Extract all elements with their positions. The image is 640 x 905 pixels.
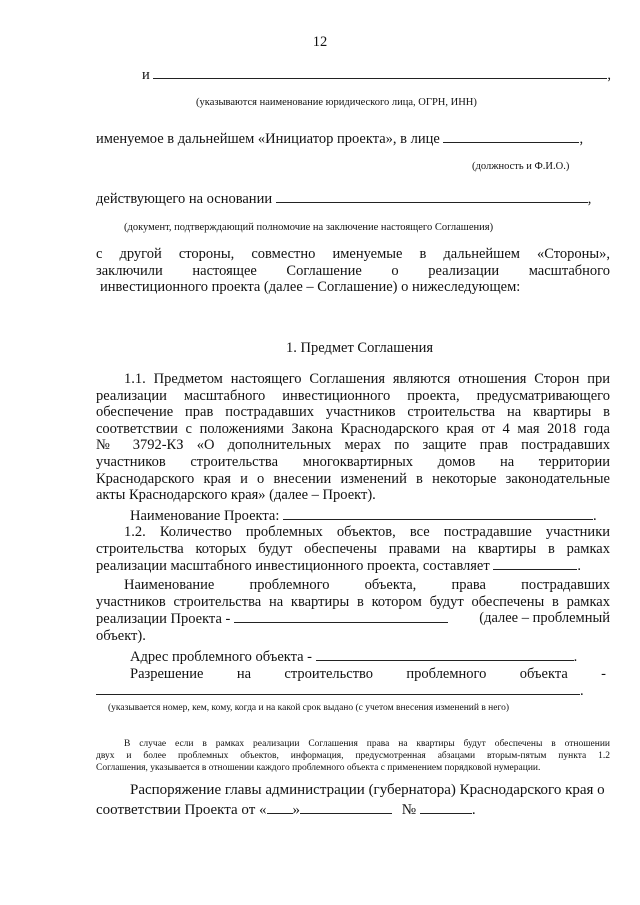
preamble-line: инвестиционного проекта (далее – Соглашение) о нижеследующем:	[100, 279, 521, 296]
basis-line	[96, 190, 591, 207]
permit-caption: (указывается номер, кем, кому, когда и на какой срок выдано (с учетом внесения изменений в него)	[108, 703, 510, 713]
basis-caption: (документ, подтверждающий полномочие на заключение настоящего Соглашения)	[124, 222, 494, 233]
project-name-label: Наименование Проекта:	[130, 508, 280, 524]
permit-field-line	[96, 682, 584, 699]
initiator-person-field[interactable]	[443, 130, 579, 143]
clause-line: № 3792-КЗ «О дополнительных мерах по защите прав пострадавших	[96, 437, 610, 454]
clause-line-text: реализации масштабного инвестиционного проекта, составляет	[96, 558, 490, 575]
clause-line: участников строительства многоквартирных домов на территории	[96, 453, 610, 470]
clause-line: строительства которых будут обеспечены правами на квартиры в рамках	[96, 540, 610, 557]
party2-suffix: ,	[607, 67, 612, 83]
order-date-prefix: соответствии Проекта от «	[96, 802, 267, 818]
order-number-label: №	[401, 802, 417, 818]
clause-line: 1.1. Предметом настоящего Соглашения являются отношения Сторон при	[124, 371, 610, 387]
problem-object-paragraph	[96, 577, 610, 644]
order-suffix: .	[471, 802, 476, 818]
clause-line: объект).	[96, 627, 146, 644]
footnote-line: двух и более проблемных объектов, информация, предусмотренная абзацами вторым-пятым пункта 1.2	[96, 751, 610, 761]
section-title: 1. Предмет Соглашения	[286, 340, 434, 356]
clause-line: 1.2. Количество проблемных объектов, все пострадавшие участники	[124, 524, 610, 540]
project-name-field[interactable]	[283, 507, 593, 520]
party2-name-field[interactable]	[153, 66, 607, 79]
clause-line: акты Краснодарского края» (далее – Проект).	[96, 487, 376, 504]
clause-line	[96, 557, 610, 575]
preamble-paragraph	[96, 246, 610, 296]
permit-field[interactable]	[96, 682, 580, 695]
address-suffix: .	[573, 649, 578, 665]
clause-line	[96, 610, 610, 628]
problem-object-name-field[interactable]	[234, 610, 448, 623]
permit-suffix: .	[580, 683, 584, 699]
project-name-suffix: .	[593, 508, 597, 524]
clause-line-suffix: .	[577, 558, 581, 575]
order-month-field[interactable]	[300, 801, 392, 814]
initiator-suffix: ,	[579, 131, 584, 147]
footnote-line: В случае если в рамках реализации Соглашения права на квартиры будут обеспечены в отношении	[124, 739, 610, 749]
initiator-line	[96, 130, 583, 147]
order-day-field[interactable]	[267, 801, 293, 814]
clause-line: реализации масштабного инвестиционного проекта, предусматривающего	[96, 387, 610, 404]
basis-suffix: ,	[587, 191, 592, 207]
clause-line: Наименование проблемного объекта, права пострадавших	[124, 577, 610, 593]
page-number: 12	[312, 34, 328, 50]
basis-text: действующего на основании	[96, 191, 273, 207]
order-date-mid: »	[292, 802, 301, 818]
order-number-field[interactable]	[420, 801, 472, 814]
address-line	[130, 648, 577, 665]
clause-line-prefix: реализации Проекта -	[96, 611, 231, 628]
clause-line: Краснодарского края и о внесении изменений в некоторые законодательные	[96, 470, 610, 487]
party2-line	[142, 66, 611, 83]
address-field[interactable]	[316, 648, 574, 661]
clause-1-1	[96, 371, 610, 504]
clause-line: участников строительства на квартиры в котором будут обеспечены в рамках	[96, 593, 610, 610]
initiator-caption: (должность и Ф.И.О.)	[472, 161, 570, 172]
object-count-field[interactable]	[493, 557, 577, 570]
initiator-text: именуемое в дальнейшем «Инициатор проекта», в лице	[96, 131, 440, 147]
footnote	[96, 738, 610, 774]
preamble-line: заключили настоящее Соглашение о реализации масштабного	[96, 262, 610, 279]
footnote-line: Соглашения, указывается в отношении каждого проблемного объекта с применением порядковой нумерации.	[96, 763, 541, 773]
address-label: Адрес проблемного объекта -	[130, 649, 313, 665]
clause-1-2	[96, 524, 610, 575]
party2-prefix: и	[142, 67, 150, 83]
party2-caption: (указываются наименование юридического лица, ОГРН, ИНН)	[196, 97, 477, 108]
order-line-2	[96, 801, 476, 818]
clause-line-suffix: (далее – проблемный	[479, 610, 610, 627]
preamble-line: с другой стороны, совместно именуемые в дальнейшем «Стороны»,	[96, 246, 610, 262]
project-name-line	[130, 507, 597, 524]
clause-line: обеспечение прав пострадавших участников строительства на квартиры в	[96, 404, 610, 421]
clause-line: соответствии с положениями Закона Краснодарского края от 4 мая 2018 года	[96, 420, 610, 437]
order-line: Распоряжение главы администрации (губернатора) Краснодарского края о	[130, 782, 605, 798]
permit-line: Разрешение на строительство проблемного объекта -	[130, 666, 606, 682]
basis-document-field[interactable]	[276, 190, 588, 203]
